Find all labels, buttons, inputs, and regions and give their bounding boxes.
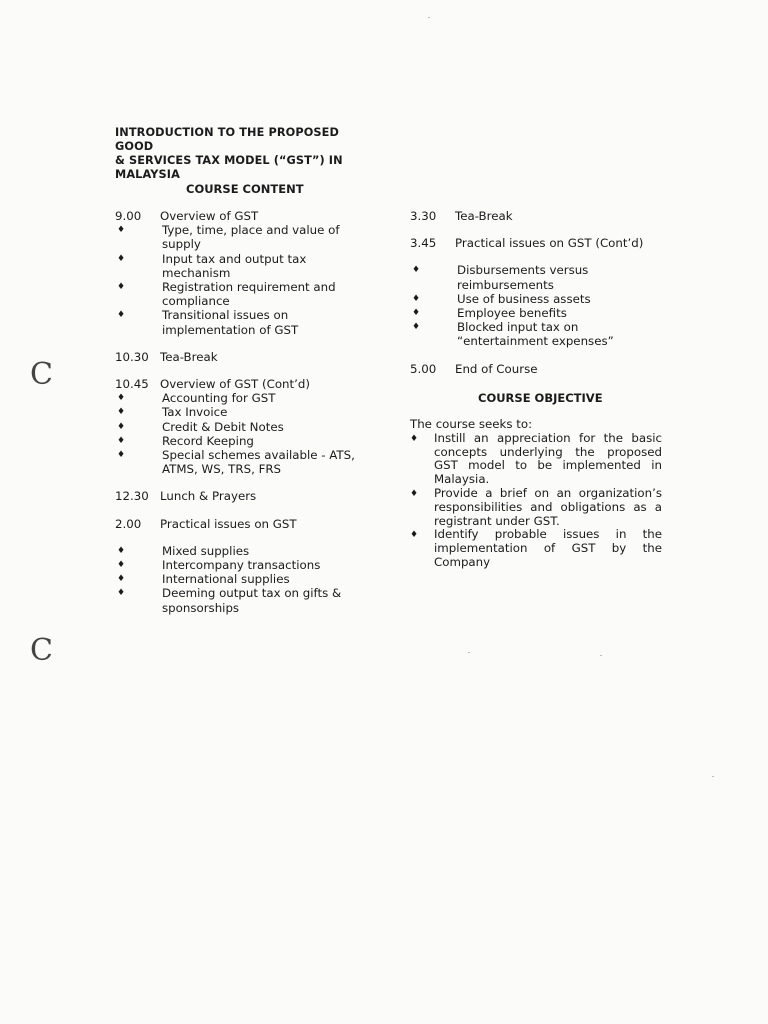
objective-item <box>410 528 662 569</box>
objective-item <box>410 487 662 528</box>
list-item <box>115 572 355 586</box>
objective-text: Identify probable issues in the implementation of GST by the Company <box>434 527 662 569</box>
diamond-bullet-icon: ♦ <box>412 293 421 304</box>
objective-text: Instill an appreciation for the basic concepts underlying the proposed GST model to be implemented in Malaysia. <box>434 430 662 487</box>
objective-intro: The course seeks to: <box>410 417 533 431</box>
list-item-text: Deeming output tax on gifts & sponsorships <box>162 586 342 615</box>
list-item-text: Accounting for GST <box>162 391 276 406</box>
session-time: 10.45 <box>115 377 149 392</box>
schedule-session <box>410 236 650 250</box>
scan-speck <box>468 652 470 653</box>
list-item-text: Type, time, place and value of supply <box>162 223 340 252</box>
session-title: Practical issues on GST <box>160 516 297 531</box>
list-item <box>410 306 650 320</box>
title-line-2: & SERVICES TAX MODEL (“GST”) IN <box>115 154 343 167</box>
left-schedule-column <box>115 209 355 615</box>
course-content-heading: COURSE CONTENT <box>186 182 304 196</box>
scan-speck <box>428 17 430 18</box>
list-item <box>115 308 355 336</box>
session-time: 3.30 <box>410 209 437 223</box>
schedule-session <box>115 209 355 223</box>
diamond-bullet-icon: ♦ <box>412 265 421 276</box>
course-objective-section <box>410 418 662 570</box>
diamond-bullet-icon: ♦ <box>117 393 126 404</box>
list-item <box>410 263 650 291</box>
diamond-bullet-icon: ♦ <box>117 574 126 585</box>
session-time: 2.00 <box>115 516 142 531</box>
diamond-bullet-icon: ♦ <box>410 488 419 499</box>
list-item <box>115 586 355 614</box>
list-item <box>115 280 355 308</box>
list-item-text: Employee benefits <box>457 306 567 321</box>
list-item-text: Input tax and output tax mechanism <box>162 251 307 280</box>
objective-text: Provide a brief on an organization’s responsibilities and obligations as a registrant under GST. <box>434 485 662 528</box>
list-item <box>115 420 355 434</box>
schedule-session <box>115 350 355 364</box>
list-item <box>115 434 355 448</box>
list-item-text: Record Keeping <box>162 433 254 448</box>
session-time: 10.30 <box>115 349 149 364</box>
list-item <box>115 405 355 419</box>
list-item <box>115 448 355 476</box>
list-item <box>115 544 355 558</box>
title-line-3: MALAYSIA <box>115 168 180 181</box>
list-item <box>410 292 650 306</box>
list-item-text: Credit & Debit Notes <box>162 419 284 434</box>
diamond-bullet-icon: ♦ <box>117 421 126 432</box>
list-item-text: Mixed supplies <box>162 543 250 558</box>
diamond-bullet-icon: ♦ <box>117 588 126 599</box>
session-title: Tea-Break <box>455 209 513 223</box>
diamond-bullet-icon: ♦ <box>117 225 126 236</box>
diamond-bullet-icon: ♦ <box>117 560 126 571</box>
list-item-text: International supplies <box>162 572 290 587</box>
list-item-text: Intercompany transactions <box>162 558 321 573</box>
list-item-text: Blocked input tax on “entertainment expenses” <box>457 320 614 349</box>
scan-speck <box>712 776 714 777</box>
course-objective-heading: COURSE OBJECTIVE <box>478 391 603 405</box>
session-title: End of Course <box>455 361 538 376</box>
session-title: Practical issues on GST (Cont’d) <box>455 236 644 251</box>
punch-hole-mark: C <box>30 633 53 668</box>
title-line-1: INTRODUCTION TO THE PROPOSED GOOD <box>115 126 339 153</box>
document-title <box>115 126 375 182</box>
list-item-text: Use of business assets <box>457 291 591 306</box>
diamond-bullet-icon: ♦ <box>410 433 419 444</box>
diamond-bullet-icon: ♦ <box>117 282 126 293</box>
list-item <box>115 223 355 251</box>
list-item <box>115 558 355 572</box>
punch-hole-mark: C <box>30 357 53 392</box>
session-title: Overview of GST (Cont’d) <box>160 377 310 392</box>
diamond-bullet-icon: ♦ <box>410 530 419 541</box>
session-time: 9.00 <box>115 209 142 223</box>
diamond-bullet-icon: ♦ <box>117 545 126 556</box>
list-item-text: Tax Invoice <box>162 405 228 420</box>
objective-item <box>410 432 662 487</box>
schedule-session <box>115 517 355 531</box>
diamond-bullet-icon: ♦ <box>117 310 126 321</box>
session-time: 5.00 <box>410 361 437 376</box>
schedule-session <box>410 209 650 223</box>
diamond-bullet-icon: ♦ <box>412 322 421 333</box>
session-time: 12.30 <box>115 489 149 504</box>
schedule-session <box>115 489 355 503</box>
session-title: Overview of GST <box>160 209 259 223</box>
list-item-text: Disbursements versus reimbursements <box>457 263 589 292</box>
diamond-bullet-icon: ♦ <box>412 308 421 319</box>
list-item <box>410 320 650 348</box>
list-item <box>115 252 355 280</box>
schedule-session <box>410 362 650 376</box>
diamond-bullet-icon: ♦ <box>117 450 126 461</box>
scan-speck <box>600 655 602 656</box>
session-time: 3.45 <box>410 236 437 251</box>
list-item-text: Transitional issues on implementation of GST <box>162 308 299 337</box>
diamond-bullet-icon: ♦ <box>117 253 126 264</box>
list-item <box>115 391 355 405</box>
schedule-session <box>115 377 355 391</box>
diamond-bullet-icon: ♦ <box>117 435 126 446</box>
session-title: Tea-Break <box>160 349 218 364</box>
list-item-text: Registration requirement and compliance <box>162 280 336 309</box>
right-schedule-column <box>410 209 650 376</box>
list-item-text: Special schemes available - ATS, ATMS, WS, TRS, FRS <box>162 448 355 477</box>
session-title: Lunch & Prayers <box>160 489 257 504</box>
diamond-bullet-icon: ♦ <box>117 407 126 418</box>
